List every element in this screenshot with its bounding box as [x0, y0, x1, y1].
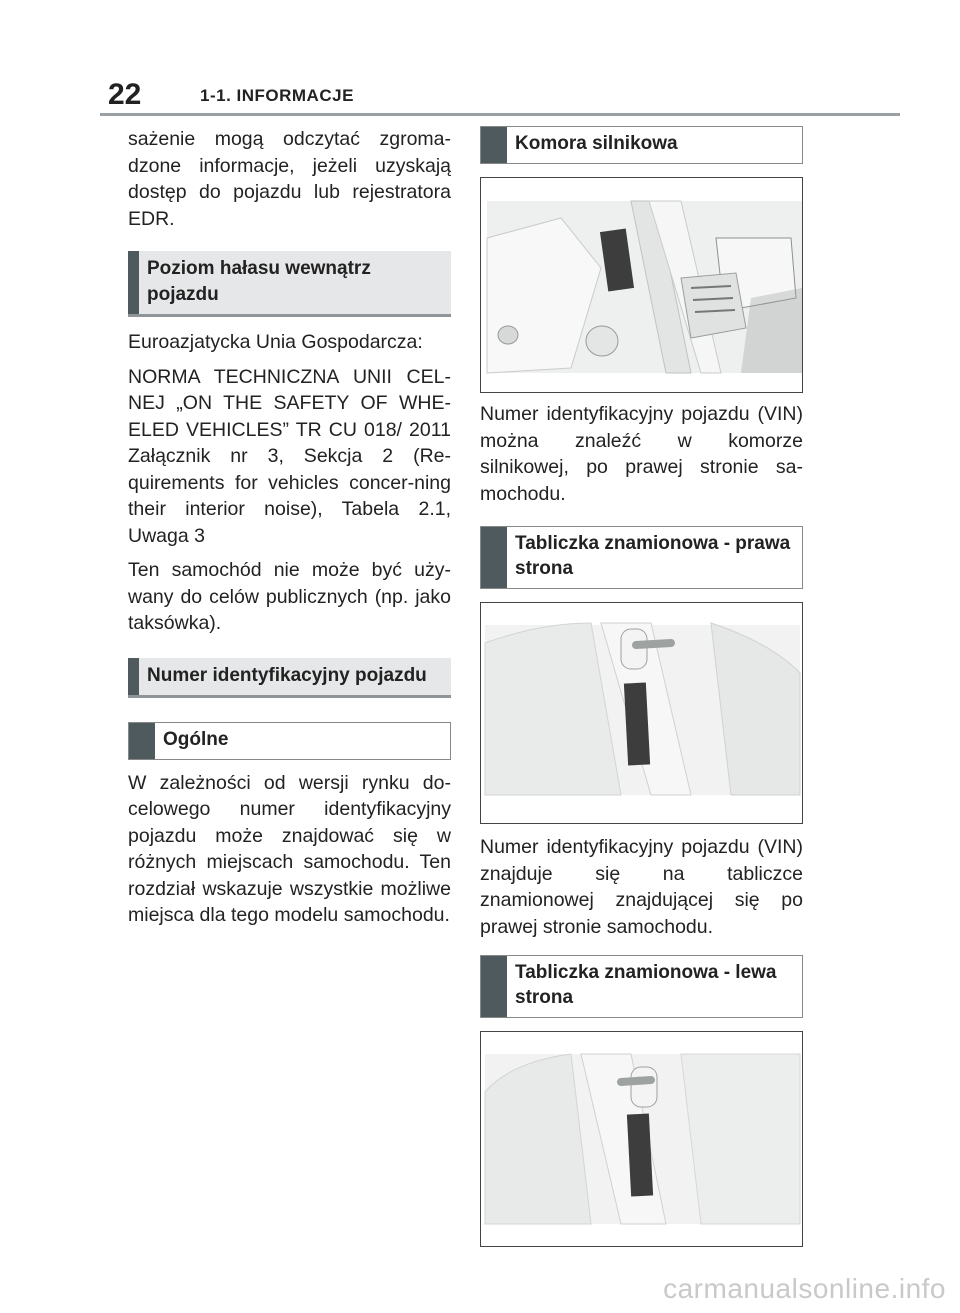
plate-right-image	[480, 602, 803, 824]
heading-general	[128, 722, 451, 760]
engine-compartment-image	[480, 177, 803, 393]
heading-text: Numer identyfikacyjny pojazdu	[147, 664, 427, 686]
para-norm: NORMA TECHNICZNA UNII CEL-NEJ „ON THE SAFETY OF WHE-ELED VEHICLES” TR CU 018/ 2011 Załącznik nr 3, Sekcja 2 (Re-quirements for vehicles concer-ning their interior noise), Tabela 2.1, Uwaga 3	[128, 365, 451, 547]
para-engine: Numer identyfikacyjny pojazdu (VIN) można znaleźć w komorze silnikowej, po prawej stronie sa-mochodu.	[480, 403, 803, 505]
plate-right-illustration	[481, 603, 802, 823]
heading-text: Ogólne	[163, 728, 229, 750]
heading-bar	[128, 251, 139, 314]
right-column	[480, 126, 803, 1247]
heading-text: Tabliczka znamionowa - lewa strona	[515, 962, 777, 1008]
heading-text: Poziom hałasu wewnątrz pojazdu	[147, 258, 371, 305]
heading-interior-noise	[128, 251, 451, 317]
watermark: carmanualsonline.info	[663, 1273, 946, 1304]
para-plate-right: Numer identyfikacyjny pojazdu (VIN) znajduje się na tabliczce znamionowej znajdującej się po prawej stronie samochodu.	[480, 836, 803, 938]
header-rule	[100, 113, 900, 116]
para-intro: sażenie mogą odczytać zgroma-dzone informacje, jeżeli uzyskają dostęp do pojazdu lub rejestratora EDR.	[128, 128, 451, 230]
heading-plate-right	[480, 526, 803, 589]
left-column	[128, 126, 451, 929]
heading-text: Komora silnikowa	[515, 133, 678, 154]
heading-vin	[128, 658, 451, 698]
para-general: W zależności od wersji rynku do-celowego numer identyfikacyjny pojazdu może znajdować się w różnych miejscach samochodu. Ten rozdział wskazuje wszystkie możliwe miejsca dla tego modelu samochodu.	[128, 771, 451, 926]
heading-bar	[129, 723, 155, 759]
page-number: 22	[108, 78, 142, 111]
heading-bar	[481, 127, 507, 163]
para-union: Euroazjatycka Unia Gospodarcza:	[128, 331, 423, 353]
heading-bar	[481, 527, 507, 588]
engine-illustration	[481, 178, 802, 392]
plate-left-image	[480, 1031, 803, 1247]
heading-text: Tabliczka znamionowa - prawa strona	[515, 533, 791, 579]
heading-engine-compartment	[480, 126, 803, 164]
heading-plate-left	[480, 955, 803, 1018]
plate-left-illustration	[481, 1032, 802, 1246]
para-taxi: Ten samochód nie może być uży-wany do celów publicznych (np. jako taksówka).	[128, 559, 451, 634]
heading-bar	[128, 658, 139, 695]
section-title: 1-1. INFORMACJE	[200, 86, 354, 105]
heading-bar	[481, 956, 507, 1017]
